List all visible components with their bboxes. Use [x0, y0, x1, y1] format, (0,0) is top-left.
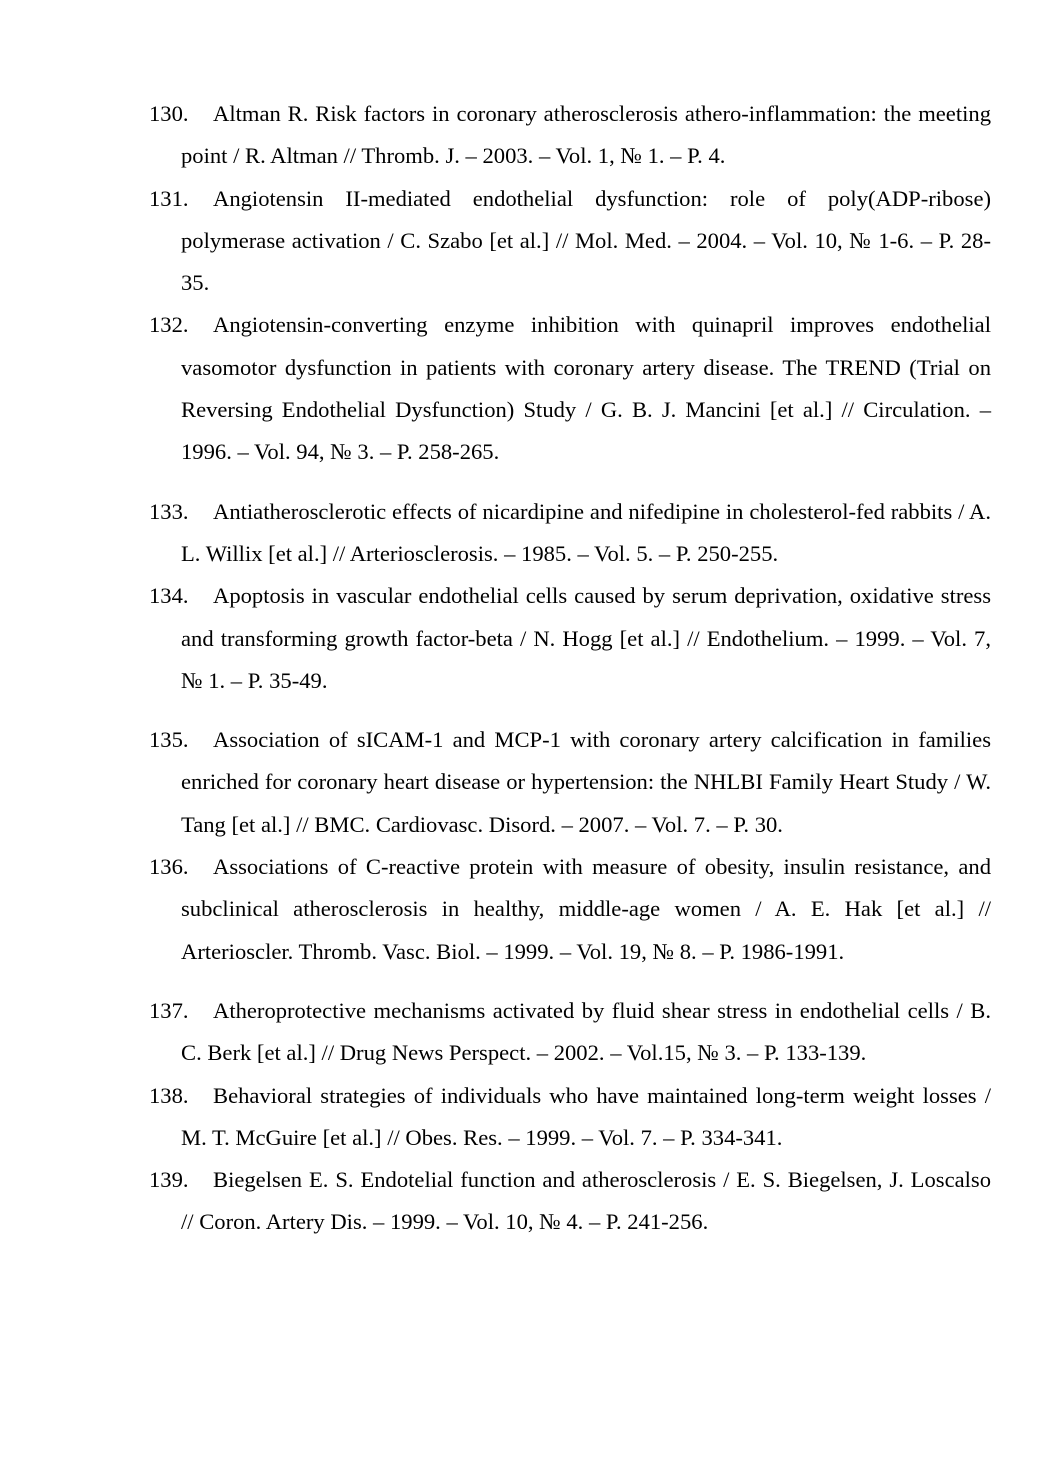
- reference-number: 136.: [149, 854, 189, 880]
- reference-number: 133.: [149, 498, 189, 524]
- reference-number: 132.: [149, 312, 189, 338]
- reference-text: Atheroprotective mechanisms activated by fluid shear stress in endothelial cells / B. C. Berk [et al.] // Drug News Perspect. – 2002. – Vol.15, № 3. – P. 133-139.: [181, 997, 991, 1066]
- reference-item: [149, 304, 991, 473]
- reference-number: 137.: [149, 997, 189, 1023]
- reference-number: 130.: [149, 101, 189, 126]
- reference-list: [149, 93, 991, 1244]
- reference-item: [149, 1159, 991, 1244]
- reference-text: Associations of C-reactive protein with measure of obesity, insulin resistance, and subclinical atherosclerosis in healthy, middle-age women / A. E. Hak [et al.] // Arterioscler. Thromb. Vasc. Biol. – 1999. – Vol. 19, № 8. – P. 1986-1991.: [181, 854, 991, 964]
- reference-text: Antiatherosclerotic effects of nicardipine and nifedipine in cholesterol-fed rabbits / A. L. Willix [et al.] // Arteriosclerosis. – 1985. – Vol. 5. – P. 250-255.: [181, 498, 991, 566]
- reference-number: 131.: [149, 185, 189, 211]
- reference-number: 134.: [149, 583, 189, 609]
- reference-item: [149, 491, 991, 576]
- reference-item: [149, 575, 991, 702]
- reference-text: Behavioral strategies of individuals who have maintained long-term weight losses / M. T. McGuire [et al.] // Obes. Res. – 1999. – Vol. 7. – P. 334-341.: [181, 1082, 991, 1150]
- reference-item: [149, 719, 991, 846]
- reference-text: Angiotensin II-mediated endothelial dysfunction: role of poly(ADP-ribose) polymerase activation / C. Szabo [et al.] // Mol. Med. – 2004. – Vol. 10, № 1-6. – P. 28-35.: [181, 185, 991, 296]
- reference-number: 138.: [149, 1082, 189, 1108]
- reference-text: Angiotensin-converting enzyme inhibition with quinapril improves endothelial vasomotor dysfunction in patients with coronary artery disease. The TREND (Trial on Reversing Endothelial Dysfunction) Study / G. B. J. Mancini [et al.] // Circulation. – 1996. – Vol. 94, № 3. – P. 258-265.: [181, 312, 991, 465]
- reference-item: [149, 846, 991, 973]
- reference-item: [149, 178, 991, 305]
- reference-text: Apoptosis in vascular endothelial cells caused by serum deprivation, oxidative stress and transforming growth factor-beta / N. Hogg [et al.] // Endothelium. – 1999. – Vol. 7, № 1. – P. 35-49.: [181, 583, 991, 693]
- reference-number: 135.: [149, 727, 189, 753]
- reference-item: [149, 1075, 991, 1160]
- reference-text: Altman R. Risk factors in coronary atherosclerosis athero-inflammation: the meeting point / R. Altman // Thromb. J. – 2003. – Vol. 1, № 1. – P. 4.: [181, 101, 991, 169]
- reference-text: Biegelsen E. S. Endotelial function and atherosclerosis / E. S. Biegelsen, J. Loscalso // Coron. Artery Dis. – 1999. – Vol. 10, № 4. – P. 241-256.: [181, 1167, 991, 1235]
- reference-number: 139.: [149, 1167, 189, 1193]
- reference-item: [149, 990, 991, 1075]
- reference-item: [149, 93, 991, 178]
- reference-text: Association of sICAM-1 and MCP-1 with coronary artery calcification in families enriched for coronary heart disease or hypertension: the NHLBI Family Heart Study / W. Tang [et al.] // BMC. Cardiovasc. Disord. – 2007. – Vol. 7. – P. 30.: [181, 727, 991, 837]
